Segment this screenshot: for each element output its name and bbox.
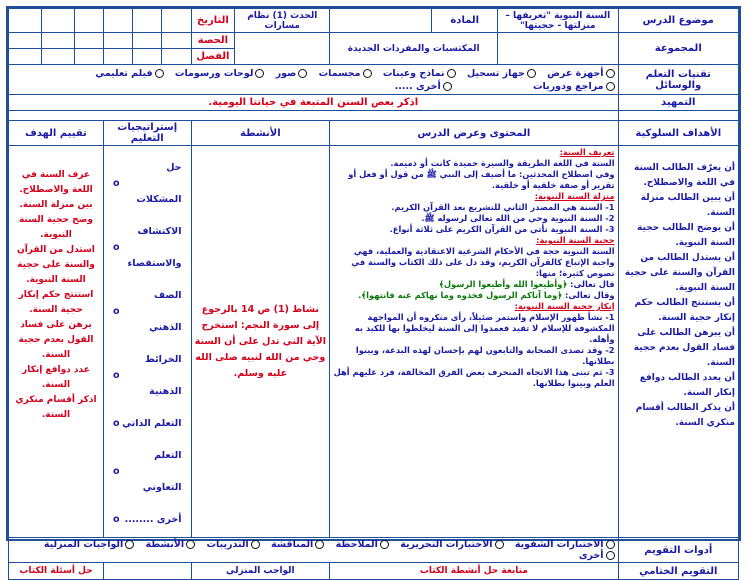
goal-item: أن يذكر الطالب أقسام منكري السنة. [635,403,735,428]
goal-item: أن يوضح الطالب حجية السنة النبوية. [637,223,735,248]
final-label: التقويم الختامي [618,563,738,580]
final-followup: متابعة حل أنشطة الكتاب [330,563,618,580]
final-book-questions: حل أسئلة الكتاب [9,563,104,580]
col-evaluation: تقييم الهدف [9,121,104,146]
content-line: السنة في اللغة الطريقة والسيرة حميدة كانت أو ذميمة. [390,158,615,168]
content-line: 2- وقد تصدى الصحابة والتابعون لهم بإحسان لهذه البدعة، وبينوا بطلانها. [355,345,615,366]
class-cell-1[interactable] [162,49,191,65]
tool-option[interactable]: أخرى ..... [395,80,452,93]
date-cell-5[interactable] [41,9,74,33]
assessment-options [9,538,619,563]
date-label: التاريخ [191,9,235,33]
activity-cell: نشاط (1) ص 14 بالرجوع إلى سورة النجم: استخرج الآية التي تدل على أن السنة وحي من الله لنبيه صلى الله عليه وسلم. [191,146,330,538]
tool-option[interactable]: صور [276,67,308,80]
period-cell-5[interactable] [41,33,74,49]
period-label: الحصة [191,33,235,49]
strategy-item[interactable]: الصف الذهني o [112,290,182,333]
goal-item: أن يستنتج الطالب حكم إنكار حجية السنة. [634,298,735,323]
assessment-option[interactable]: التدريبات [206,539,259,550]
evaluation-item: وضح حجية السنة النبوية. [19,215,93,240]
skills-label: المكتسبات والمفردات الجديدة [330,33,498,65]
period-cell-4[interactable] [74,33,103,49]
period-cell-2[interactable] [133,33,162,49]
tool-option[interactable]: جهاز تسجيل [467,67,536,80]
strategy-item[interactable]: أخرى ........ o [112,514,182,525]
strategy-item[interactable]: التعلم الذاتي o [112,418,182,429]
tool-option[interactable]: مجسمات [319,67,372,80]
date-cell-1[interactable] [162,9,191,33]
topic-value: السنة النبوية "تعريفها –منزلتها - حجيتها" [498,9,618,33]
final-homework: الواجب المنزلي [191,563,330,580]
class-cell-2[interactable] [133,49,162,65]
assessment-option[interactable]: الاختبارات التحريرية [400,539,503,550]
content-heading: إنكار حجية السنة النبوية: [514,301,615,311]
content-line: 3- ثم تبنى هذا الاتجاه المنحرف بعض الفرق المخالفة، فرد عليهم أهل العلم وبينوا بطلانها. [333,367,615,388]
date-cell-4[interactable] [74,9,103,33]
assessment-option[interactable]: الملاحظة [336,539,389,550]
content-heading: منزلة السنة النبوية: [534,191,615,201]
content-line: وقال تعالى: ﴿وما آتاكم الرسول فخذوه وما نهاكم عنه فانتهوا﴾. [358,290,615,300]
class-cell-3[interactable] [103,49,132,65]
class-cell-6[interactable] [9,49,42,65]
event-value: الحدث (1) نظام مسارات [235,9,330,33]
group-label: المجموعة [618,33,738,65]
evaluation-item: اذكر أقسام منكري السنة. [15,395,97,420]
evaluation-item: عدد دوافع إنكار السنة. [22,365,90,390]
evaluation-cell [9,146,104,538]
evaluation-item: استدل من القرآن والسنة على حجية السنة النبوية. [17,245,95,285]
goal-item: أن يعدد الطالب دوافع إنكار السنة. [639,373,735,398]
subject-label: المادة [432,9,498,33]
content-heading: حجية السنة النبوية: [536,235,615,245]
content-line: 1- السنة هي المصدر الثاني للتشريع بعد القرآن الكريم. [391,202,615,212]
topic-label: موضوع الدرس [618,9,738,33]
content-line: 1- نشأ ظهور الإسلام واستمر ضئيلاً، رأى منكروه أن المواجهة المكشوفة للإسلام لا تفيد فعمدوا إلى السنة ليخلطوا بها للكيد به وأهله. [354,312,615,344]
content-line: 3- السنة النبوية تأتي من القرآن الكريم على ثلاثة أنواع. [389,224,615,234]
content-cell [330,146,618,538]
class-cell-5[interactable] [41,49,74,65]
assessment-option[interactable]: الأنشطة [146,539,196,550]
goal-item: أن يبرهن الطالب على فساد القول بعدم حجية السنة. [633,328,735,368]
tool-option[interactable]: مراجع ودوريات [533,80,615,93]
evaluation-item: برهن على فساد القول بعدم حجية السنة. [18,320,94,360]
content-line: قال تعالى: ﴿وأطيعوا الله وأطيعوا الرسول﴾ [438,279,615,289]
final-empty[interactable] [103,563,191,580]
subject-value[interactable] [330,9,432,33]
strategy-item[interactable]: الاكتشاف والاستقصاء o [112,226,182,269]
tool-option[interactable]: لوحات ورسومات [175,67,264,80]
date-cell-2[interactable] [133,9,162,33]
evaluation-item: استنتج حكم إنكار حجية السنة. [18,290,94,315]
lesson-plan-table [8,8,739,580]
content-line: السنة النبوية حجة في الأحكام الشرعية الاعتقادية والعملية، فهي واجبة الإتباع كالقرآن الكريم، وقد دل على ذلك الكتاب والسنة في نصوص كثيرة؛ منها: [351,246,615,278]
col-goals: الأهداف السلوكية [618,121,738,146]
spacer-cell [618,111,738,121]
group-value[interactable] [498,33,618,65]
assessment-option[interactable]: الاختبارات الشفوية [515,539,615,550]
content-heading: تعريف السنة: [559,147,615,157]
col-content: المحتوى وعرض الدرس [330,121,618,146]
spacer-cell [9,111,619,121]
class-cell-4[interactable] [74,49,103,65]
strategy-item[interactable]: حل المشكلات o [112,162,182,205]
strategy-item[interactable]: الخرائط الذهنية o [112,354,182,397]
content-line: وفي اصطلاح المحدثين: ما أضيف إلى النبي ﷺ من قول أو فعل أو تقرير أو صفة خلقية أو خلقية. [348,169,615,190]
content-line: 2- السنة النبوية وحي من الله تعالى لرسوله ﷺ. [421,213,615,223]
tools-options [9,65,619,95]
goals-cell [618,146,738,538]
col-strategies: إستراتيجيات التعليم [103,121,191,146]
intro-label: التمهيد [618,95,738,111]
tools-label: تقنيات التعلم والوسائل [618,65,738,95]
evaluation-item: عرف السنة في اللغة والاصطلاح. [19,170,93,195]
tool-option[interactable]: أجهزة عرض [547,67,614,80]
col-activities: الأنشطة [191,121,330,146]
skills-value[interactable] [235,33,330,65]
strategy-item[interactable]: التعلم التعاوني o [112,450,182,493]
assessment-option[interactable]: أخرى [579,550,615,561]
class-label: الفصل [191,49,235,65]
period-cell-1[interactable] [162,33,191,49]
assessment-option[interactable]: المناقشة [271,539,324,550]
period-cell-3[interactable] [103,33,132,49]
tool-option[interactable]: نماذج وعينات [383,67,456,80]
lesson-plan-frame [6,6,741,577]
strategies-cell [103,146,191,538]
goal-item: أن يعرّف الطالب السنة في اللغة والاصطلاح. [634,163,735,188]
period-cell-6[interactable] [9,33,42,49]
assessment-option[interactable]: الواجبات المنزلية [44,539,134,550]
tool-option[interactable]: فيلم تعليمي [95,67,163,80]
evaluation-item: بين منزلة السنة. [19,200,93,210]
date-cell-3[interactable] [103,9,132,33]
goal-item: أن يبين الطالب منزلة السنة. [640,193,735,218]
intro-text: اذكر بعض السنن المتبعة في حياتنا اليومية. [9,95,619,111]
date-cell-6[interactable] [9,9,42,33]
assessment-label: أدوات التقويم [618,538,738,563]
goal-item: أن يستدل الطالب من القرآن والسنة على حجية السنة النبوية. [624,253,735,293]
